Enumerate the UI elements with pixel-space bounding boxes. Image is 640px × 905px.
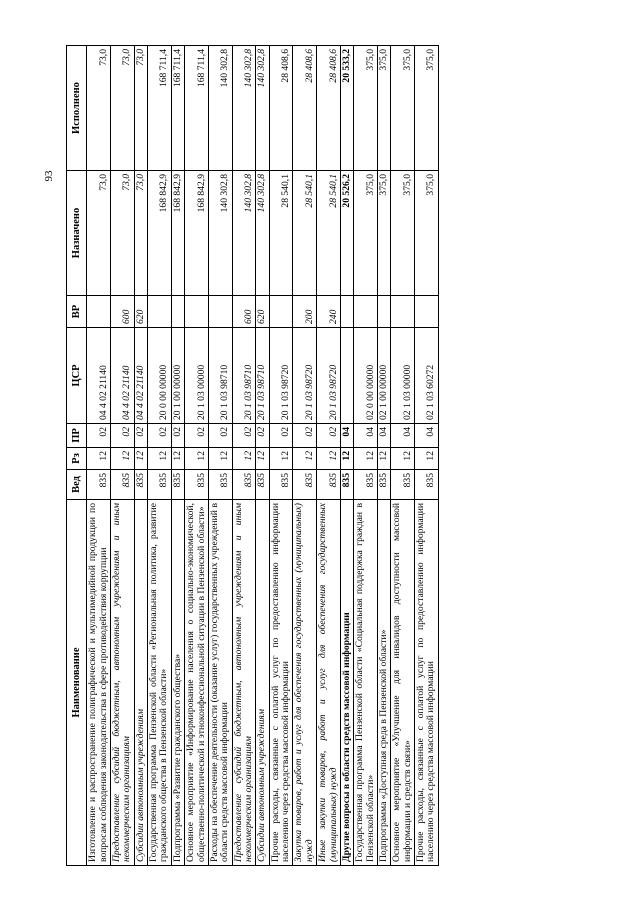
cell-ved: 835 — [134, 470, 147, 500]
cell-isp: 20 533,2 — [340, 46, 353, 171]
cell-isp: 73,0 — [134, 46, 147, 171]
cell-pr: 02 — [171, 424, 184, 448]
page-number: 93 — [43, 170, 55, 182]
cell-name: Закупка товаров, работ и услуг для обеспечения государственных (муниципальных) нужд — [293, 500, 317, 866]
cell-rz: 12 — [134, 448, 147, 470]
header-ved: Вед — [67, 470, 87, 500]
cell-csr: 20 1 03 98710 — [232, 328, 256, 424]
cell-nazn: 140 302,8 — [208, 171, 232, 296]
cell-nazn: 140 302,8 — [232, 171, 256, 296]
header-vr: ВР — [67, 296, 87, 328]
cell-pr: 04 — [340, 424, 353, 448]
cell-name: Иные закупки товаров, работ и услуг для обеспечения государственных (муниципальных) нужд — [317, 500, 341, 866]
cell-ved: 835 — [171, 470, 184, 500]
cell-vr: 200 — [293, 296, 317, 328]
table-row — [87, 46, 111, 866]
table-header-row — [67, 46, 87, 866]
table-row — [415, 46, 439, 866]
cell-isp: 168 711,4 — [171, 46, 184, 171]
cell-isp: 140 302,8 — [208, 46, 232, 171]
cell-isp: 140 302,8 — [256, 46, 269, 171]
cell-pr: 02 — [208, 424, 232, 448]
cell-ved: 835 — [87, 470, 111, 500]
cell-vr: 240 — [317, 296, 341, 328]
cell-ved: 835 — [340, 470, 353, 500]
cell-ved: 835 — [377, 470, 390, 500]
table-row — [377, 46, 390, 866]
cell-rz: 12 — [87, 448, 111, 470]
cell-nazn: 73,0 — [111, 171, 135, 296]
cell-nazn: 20 526,2 — [340, 171, 353, 296]
cell-ved: 835 — [111, 470, 135, 500]
cell-rz: 12 — [317, 448, 341, 470]
cell-name: Государственная программа Пензенской области «Социальная поддержка граждан в Пензенской области» — [354, 500, 378, 866]
cell-pr: 04 — [415, 424, 439, 448]
cell-csr: 20 1 03 00000 — [185, 328, 209, 424]
budget-table-rotated — [66, 46, 614, 866]
cell-pr: 04 — [377, 424, 390, 448]
cell-name: Изготовление и распространение полиграфической и мультимедийной продукции по вопросам соблюдения законодательства в сфере противодействия коррупции — [87, 500, 111, 866]
table-row — [317, 46, 341, 866]
cell-pr: 02 — [148, 424, 172, 448]
cell-nazn: 168 842,9 — [185, 171, 209, 296]
cell-vr — [377, 296, 390, 328]
cell-name: Субсидии автономным учреждениям — [134, 500, 147, 866]
cell-csr: 04 4 02 21140 — [134, 328, 147, 424]
cell-vr — [415, 296, 439, 328]
cell-nazn: 168 842,9 — [148, 171, 172, 296]
cell-isp: 375,0 — [377, 46, 390, 171]
cell-rz: 12 — [391, 448, 415, 470]
cell-rz: 12 — [232, 448, 256, 470]
cell-name: Предоставление субсидий бюджетным, автономным учреждениям и иным некоммерческим организациям — [232, 500, 256, 866]
cell-vr — [171, 296, 184, 328]
header-rz: Рз — [67, 448, 87, 470]
table-row — [171, 46, 184, 866]
cell-ved: 835 — [317, 470, 341, 500]
cell-ved: 835 — [269, 470, 293, 500]
cell-name: Прочие расходы, связанные с оплатой услуг по предоставлению информации населению через средства массовой информации — [269, 500, 293, 866]
cell-csr: 02 1 03 00000 — [391, 328, 415, 424]
cell-vr — [185, 296, 209, 328]
cell-pr: 04 — [354, 424, 378, 448]
cell-isp: 168 711,4 — [148, 46, 172, 171]
cell-vr — [148, 296, 172, 328]
cell-vr: 620 — [256, 296, 269, 328]
cell-csr: 20 1 03 98720 — [317, 328, 341, 424]
cell-rz: 12 — [256, 448, 269, 470]
cell-vr: 600 — [111, 296, 135, 328]
cell-nazn: 375,0 — [391, 171, 415, 296]
cell-isp: 73,0 — [111, 46, 135, 171]
cell-vr — [208, 296, 232, 328]
header-isp: Исполнено — [67, 46, 87, 171]
cell-ved: 835 — [293, 470, 317, 500]
cell-csr: 04 4 02 21140 — [111, 328, 135, 424]
cell-ved: 835 — [185, 470, 209, 500]
cell-isp: 168 711,4 — [185, 46, 209, 171]
cell-name: Подпрограмма «Развитие гражданского общества» — [171, 500, 184, 866]
cell-pr: 04 — [391, 424, 415, 448]
cell-pr: 02 — [293, 424, 317, 448]
cell-pr: 02 — [256, 424, 269, 448]
cell-isp: 73,0 — [87, 46, 111, 171]
cell-csr: 02 1 03 60272 — [415, 328, 439, 424]
header-pr: ПР — [67, 424, 87, 448]
cell-rz: 12 — [148, 448, 172, 470]
cell-csr: 02 1 00 00000 — [377, 328, 390, 424]
budget-table — [66, 45, 439, 866]
cell-vr: 600 — [232, 296, 256, 328]
cell-name: Основное мероприятие «Улучшение для инвалидов доступности массовой информации и средств связи» — [391, 500, 415, 866]
cell-vr: 620 — [134, 296, 147, 328]
cell-vr — [354, 296, 378, 328]
cell-vr — [340, 296, 353, 328]
cell-isp: 375,0 — [415, 46, 439, 171]
cell-rz: 12 — [340, 448, 353, 470]
table-row — [148, 46, 172, 866]
cell-pr: 02 — [232, 424, 256, 448]
cell-ved: 835 — [208, 470, 232, 500]
cell-pr: 02 — [134, 424, 147, 448]
table-row — [391, 46, 415, 866]
table-row — [256, 46, 269, 866]
header-csr: ЦСР — [67, 328, 87, 424]
table-row — [232, 46, 256, 866]
cell-nazn: 168 842,9 — [171, 171, 184, 296]
cell-name: Расходы на обеспечение деятельности (оказание услуг) государственных учреждений в области средств массовой информации — [208, 500, 232, 866]
cell-name: Субсидии автономным учреждениям — [256, 500, 269, 866]
cell-nazn: 375,0 — [377, 171, 390, 296]
cell-nazn: 375,0 — [415, 171, 439, 296]
cell-nazn: 73,0 — [87, 171, 111, 296]
cell-csr: 02 0 00 00000 — [354, 328, 378, 424]
cell-pr: 02 — [87, 424, 111, 448]
cell-rz: 12 — [293, 448, 317, 470]
cell-csr — [340, 328, 353, 424]
cell-rz: 12 — [171, 448, 184, 470]
cell-ved: 835 — [232, 470, 256, 500]
cell-csr: 20 1 03 98710 — [208, 328, 232, 424]
cell-name: Подпрограмма «Доступная среда в Пензенской области» — [377, 500, 390, 866]
table-body — [87, 46, 438, 866]
cell-rz: 12 — [354, 448, 378, 470]
cell-nazn: 28 540,1 — [269, 171, 293, 296]
cell-ved: 835 — [148, 470, 172, 500]
cell-nazn: 73,0 — [134, 171, 147, 296]
cell-pr: 02 — [317, 424, 341, 448]
header-name: Наименование — [67, 500, 87, 866]
cell-vr — [269, 296, 293, 328]
cell-vr — [87, 296, 111, 328]
table-row — [185, 46, 209, 866]
cell-csr: 20 1 00 00000 — [171, 328, 184, 424]
table-row — [134, 46, 147, 866]
table-row — [340, 46, 353, 866]
cell-csr: 20 1 03 98720 — [293, 328, 317, 424]
cell-rz: 12 — [415, 448, 439, 470]
table-row — [269, 46, 293, 866]
cell-rz: 12 — [377, 448, 390, 470]
cell-isp: 28 408,6 — [269, 46, 293, 171]
cell-name: Основное мероприятие «Информирование населения о социально-экономической, общественно-политической и этноконфессиональной ситуации в Пензенской области» — [185, 500, 209, 866]
cell-rz: 12 — [185, 448, 209, 470]
cell-nazn: 375,0 — [354, 171, 378, 296]
cell-rz: 12 — [111, 448, 135, 470]
cell-isp: 140 302,8 — [232, 46, 256, 171]
table-row — [208, 46, 232, 866]
table-row — [293, 46, 317, 866]
cell-csr: 20 0 00 00000 — [148, 328, 172, 424]
cell-csr: 04 4 02 21140 — [87, 328, 111, 424]
cell-pr: 02 — [269, 424, 293, 448]
cell-isp: 375,0 — [391, 46, 415, 171]
table-row — [111, 46, 135, 866]
cell-ved: 835 — [415, 470, 439, 500]
cell-ved: 835 — [256, 470, 269, 500]
cell-pr: 02 — [111, 424, 135, 448]
cell-name: Предоставление субсидий бюджетным, автономным учреждениям и иным некоммерческим организациям — [111, 500, 135, 866]
cell-pr: 02 — [185, 424, 209, 448]
cell-nazn: 140 302,8 — [256, 171, 269, 296]
cell-nazn: 28 540,1 — [293, 171, 317, 296]
cell-csr: 20 1 03 98710 — [256, 328, 269, 424]
cell-csr: 20 1 03 98720 — [269, 328, 293, 424]
cell-nazn: 28 540,1 — [317, 171, 341, 296]
header-nazn: Назначено — [67, 171, 87, 296]
cell-isp: 28 408,6 — [293, 46, 317, 171]
cell-rz: 12 — [269, 448, 293, 470]
cell-name: Другие вопросы в области средств массовой информации — [340, 500, 353, 866]
cell-vr — [391, 296, 415, 328]
cell-rz: 12 — [208, 448, 232, 470]
cell-name: Государственная программа Пензенской области «Региональная политика, развитие гражданского общества в Пензенской области» — [148, 500, 172, 866]
cell-isp: 28 408,6 — [317, 46, 341, 171]
table-row — [354, 46, 378, 866]
cell-name: Прочие расходы, связанные с оплатой услуг по предоставлению информации населению через средства массовой информации — [415, 500, 439, 866]
cell-ved: 835 — [391, 470, 415, 500]
cell-ved: 835 — [354, 470, 378, 500]
cell-isp: 375,0 — [354, 46, 378, 171]
